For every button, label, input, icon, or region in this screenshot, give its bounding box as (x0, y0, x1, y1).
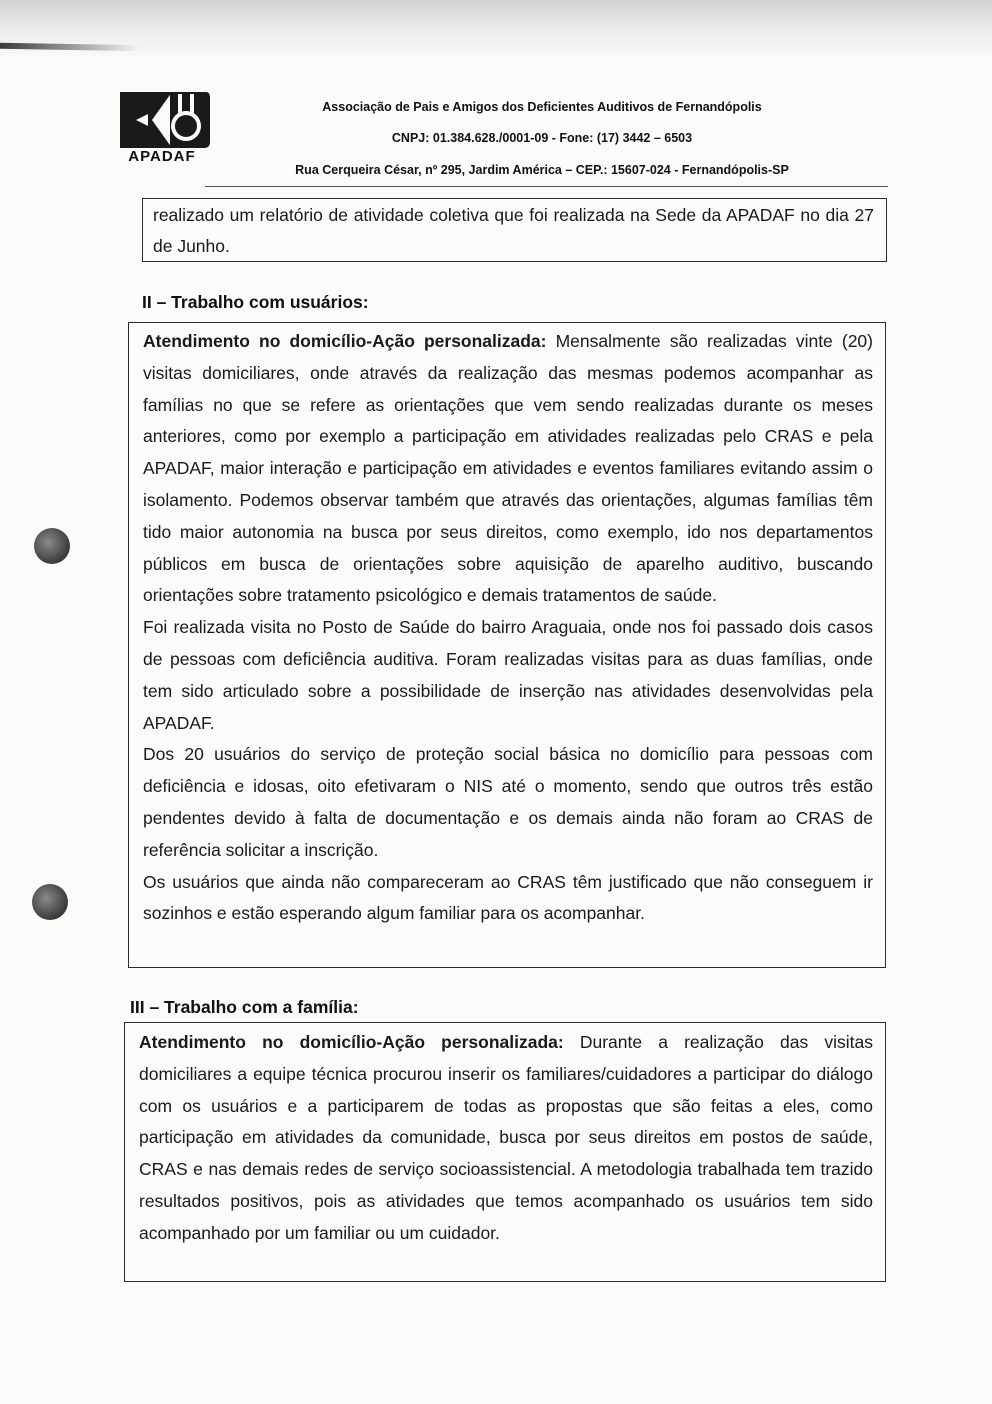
users-text-1: Mensalmente são realizadas vinte (20) visitas domiciliares, onde através da realização das mesmas podemos acompanhar as famílias no que se refere as orientações que vem sendo realizadas durante os meses anteriores, como por exemplo a participação em atividades realizadas pelo CRAS e pela APADAF, maior interação e participação em atividades e eventos familiares evitando assim o isolamento. Podemos observar também que através das orientações, algumas famílias têm tido maior autonomia na busca por seus direitos, como exemplo, ido nos departamentos públicos em busca de orientações sobre aquisição de aparelho auditivo, buscando orientações sobre tratamento psicológico e demais tratamentos de saúde. (143, 331, 873, 606)
intro-box (142, 198, 887, 262)
organization-name: Associação de Pais e Amigos dos Deficientes Auditivos de Fernandópolis (322, 100, 762, 114)
section-title-users: II – Trabalho com usuários: (142, 292, 369, 312)
users-paragraph-4: Os usuários que ainda não compareceram ao CRAS têm justificado que não conseguem ir sozinhos e estão esperando algum familiar para os acompanhar. (143, 871, 873, 924)
family-paragraph (139, 1027, 873, 1250)
organization-cnpj: CNPJ: 01.384.628./0001-09 - Fone: (17) 3442 – 6503 (391, 131, 693, 145)
users-paragraph-3: Dos 20 usuários do serviço de proteção social básica no domicílio para pessoas com deficiência e idosas, oito efetivaram o NIS até o momento, sendo que outros três estão pendentes devido à falta de documentação e os demais ainda não foram ao CRAS de referência solicitar a inscrição. (143, 744, 873, 860)
users-lead-label: Atendimento no domicílio-Ação personalizada: (143, 331, 547, 351)
ear-logo-icon (112, 90, 212, 150)
organization-address: Rua Cerqueira César, nº 295, Jardim América – CEP.: 15607-024 - Fernandópolis-SP (295, 163, 789, 177)
scan-shadow (0, 0, 992, 60)
users-box (128, 322, 886, 968)
users-paragraph-2: Foi realizada visita no Posto de Saúde do bairro Araguaia, onde nos foi passado dois casos de pessoas com deficiência auditiva. Foram realizadas visitas para as duas famílias, onde tem sido articulado sobre a possibilidade de inserção nas atividades desenvolvidas pela APADAF. (143, 617, 873, 733)
family-box (124, 1022, 886, 1282)
family-text: Durante a realização das visitas domiciliares a equipe técnica procurou inserir os familiares/cuidadores a participar do diálogo com os usuários e a participarem de todas as propostas que são feitas a eles, como participação em atividades da comunidade, busca por seus direitos em postos de saúde, CRAS e nas demais redes de serviço socioassistencial. A metodologia trabalhada tem trazido resultados positivos, pois as atividades que temos acompanhado os usuários tem sido acompanhado por um familiar ou um cuidador. (139, 1032, 873, 1243)
punch-hole (32, 884, 68, 920)
users-paragraph-1 (143, 326, 873, 612)
family-lead-label: Atendimento no domicílio-Ação personalizada: (139, 1032, 564, 1052)
intro-text: realizado um relatório de atividade coletiva que foi realizada na Sede da APADAF no dia 27 de Junho. (153, 205, 874, 256)
apadaf-logo (112, 90, 212, 168)
section-title-family: III – Trabalho com a família: (130, 997, 359, 1017)
logo-wordmark: APADAF (128, 148, 196, 165)
header-divider (205, 186, 888, 187)
punch-hole (34, 528, 70, 564)
